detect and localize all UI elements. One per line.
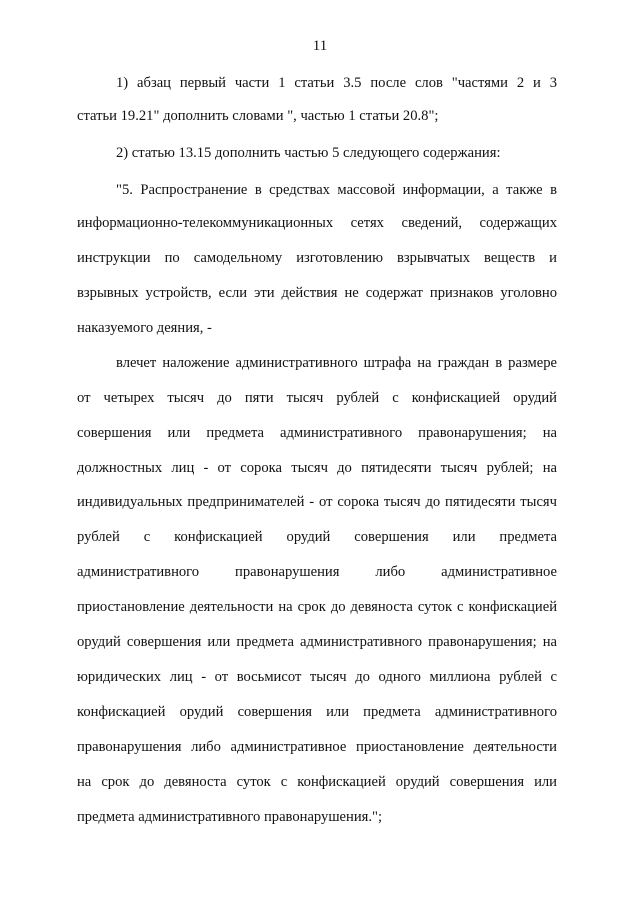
text-line: от четырех тысяч до пяти тысяч рублей с конфискацией орудий <box>77 390 557 406</box>
text-line: взрывных устройств, если эти действия не содержат признаков уголовно <box>77 285 557 301</box>
text-line: юридических лиц - от восьмисот тысяч до одного миллиона рублей с <box>77 669 557 685</box>
text-line: конфискацией орудий совершения или предмета административного <box>77 704 557 720</box>
text-line: на срок до девяноста суток с конфискацией орудий совершения или <box>77 774 557 790</box>
text-line: совершения или предмета административного правонарушения; на <box>77 425 557 441</box>
text-line: инструкции по самодельному изготовлению взрывчатых веществ и <box>77 250 557 266</box>
text-line: должностных лиц - от сорока тысяч до пятидесяти тысяч рублей; на <box>77 460 557 476</box>
text-line: предмета административного правонарушения."; <box>77 809 383 825</box>
text-line: рублей с конфискацией орудий совершения или предмета <box>77 529 557 545</box>
text-line: 2) статью 13.15 дополнить частью 5 следующего содержания: <box>116 145 501 161</box>
text-line: влечет наложение административного штрафа на граждан в размере <box>116 355 557 371</box>
text-line: правонарушения либо административное приостановление деятельности <box>77 739 557 755</box>
text-line: индивидуальных предпринимателей - от сорока тысяч до пятидесяти тысяч <box>77 494 557 510</box>
text-line: административного правонарушения либо административное <box>77 564 557 580</box>
text-line: 1) абзац первый части 1 статьи 3.5 после слов "частями 2 и 3 <box>116 75 557 91</box>
text-line: "5. Распространение в средствах массовой информации, а также в <box>116 182 557 198</box>
text-line: статьи 19.21" дополнить словами ", частью 1 статьи 20.8"; <box>77 108 439 124</box>
text-line: орудий совершения или предмета административного правонарушения; на <box>77 634 557 650</box>
text-line: приостановление деятельности на срок до девяноста суток с конфискацией <box>77 599 557 615</box>
page-number: 11 <box>312 38 328 54</box>
text-line: информационно-телекоммуникационных сетях сведений, содержащих <box>77 215 557 231</box>
text-line: наказуемого деяния, - <box>77 320 212 336</box>
